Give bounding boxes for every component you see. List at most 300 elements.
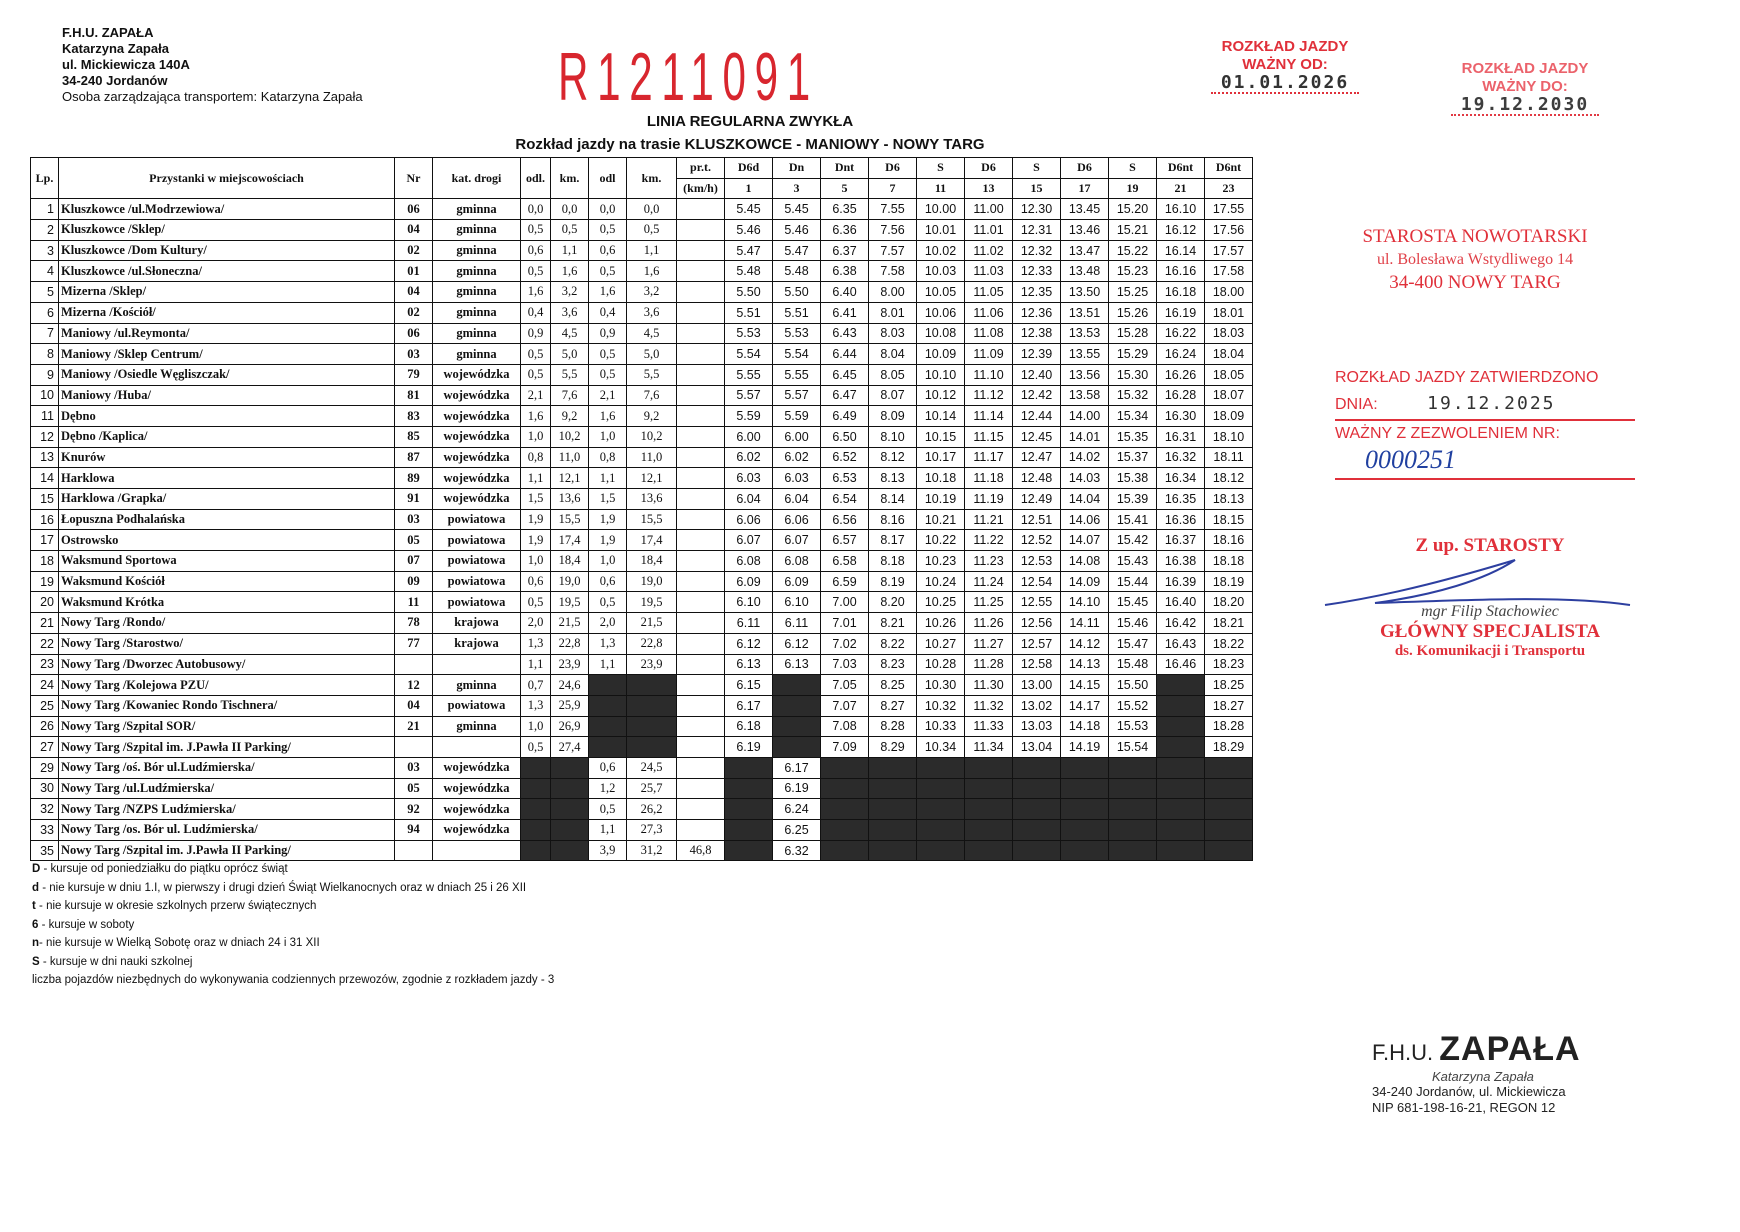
row-distance-1: 2,0 (521, 613, 551, 634)
row-time: 5.48 (773, 261, 821, 282)
row-time: 14.09 (1061, 571, 1109, 592)
row-time: 6.00 (725, 426, 773, 447)
row-time: 8.17 (869, 530, 917, 551)
row-time: 16.24 (1157, 344, 1205, 365)
row-time: 16.35 (1157, 489, 1205, 510)
row-time: 11.25 (965, 592, 1013, 613)
legend-note-key: S (32, 955, 40, 968)
row-time: 18.22 (1205, 633, 1253, 654)
table-row (31, 633, 1253, 654)
row-time: 6.07 (773, 530, 821, 551)
row-road-category: wojewódzka (433, 364, 521, 385)
row-time: 8.13 (869, 468, 917, 489)
row-lp: 2 (31, 220, 59, 241)
row-time: 6.59 (821, 571, 869, 592)
row-distance-2: 0,5 (589, 592, 627, 613)
row-time: 18.04 (1205, 344, 1253, 365)
row-time: 18.10 (1205, 426, 1253, 447)
row-stop-nr (395, 654, 433, 675)
row-time: 15.45 (1109, 592, 1157, 613)
row-time: 6.58 (821, 551, 869, 572)
row-time: 15.28 (1109, 323, 1157, 344)
row-time: 12.57 (1013, 633, 1061, 654)
row-time: 7.03 (821, 654, 869, 675)
row-time: 8.03 (869, 323, 917, 344)
course-number-21: 21 (1157, 178, 1205, 199)
row-lp: 19 (31, 571, 59, 592)
row-km-2: 13,6 (627, 489, 677, 510)
row-time: 16.38 (1157, 551, 1205, 572)
row-km-2: 0,5 (627, 220, 677, 241)
row-time: 6.18 (725, 716, 773, 737)
row-km-1: 10,2 (551, 426, 589, 447)
row-speed (677, 633, 725, 654)
row-time: 8.14 (869, 489, 917, 510)
row-time: 10.17 (917, 447, 965, 468)
approval-date-label: DNIA: (1335, 396, 1378, 413)
row-time: 16.39 (1157, 571, 1205, 592)
row-distance-1 (521, 820, 551, 841)
row-time: 5.59 (725, 406, 773, 427)
legend-note-text: - kursuje w dni nauki szkolnej (39, 955, 193, 968)
row-time: 8.01 (869, 302, 917, 323)
row-distance-1: 0,6 (521, 571, 551, 592)
row-time: 13.53 (1061, 323, 1109, 344)
row-distance-2 (589, 716, 627, 737)
row-km-2: 18,4 (627, 551, 677, 572)
row-time: 11.26 (965, 613, 1013, 634)
row-time: 12.49 (1013, 489, 1061, 510)
row-time: 15.37 (1109, 447, 1157, 468)
stamp-valid-to (1415, 60, 1635, 116)
row-time: 7.02 (821, 633, 869, 654)
col-km2: km. (627, 158, 677, 199)
col-prt: pr.t. (677, 158, 725, 179)
row-stop-nr: 78 (395, 613, 433, 634)
row-lp: 7 (31, 323, 59, 344)
row-time: 16.40 (1157, 592, 1205, 613)
row-time: 13.00 (1013, 675, 1061, 696)
row-time: 5.53 (725, 323, 773, 344)
row-distance-1: 0,5 (521, 592, 551, 613)
row-time: 5.47 (773, 240, 821, 261)
row-stop-name: Łopuszna Podhalańska (59, 509, 395, 530)
row-distance-2: 1,2 (589, 778, 627, 799)
row-time: 10.09 (917, 344, 965, 365)
row-time (1157, 737, 1205, 758)
row-km-1: 21,5 (551, 613, 589, 634)
course-code-7: D6 (869, 158, 917, 179)
row-distance-2: 0,4 (589, 302, 627, 323)
row-time: 12.55 (1013, 592, 1061, 613)
row-stop-name: Nowy Targ /Rondo/ (59, 613, 395, 634)
row-time: 18.29 (1205, 737, 1253, 758)
row-time: 18.03 (1205, 323, 1253, 344)
row-distance-2 (589, 675, 627, 696)
row-km-2 (627, 675, 677, 696)
row-km-1: 25,9 (551, 695, 589, 716)
col-lp: Lp. (31, 158, 59, 199)
row-lp: 23 (31, 654, 59, 675)
row-time: 14.00 (1061, 406, 1109, 427)
row-lp: 29 (31, 757, 59, 778)
row-time: 12.42 (1013, 385, 1061, 406)
row-time: 15.35 (1109, 426, 1157, 447)
table-row (31, 344, 1253, 365)
row-road-category (433, 737, 521, 758)
row-distance-1: 0,5 (521, 364, 551, 385)
timetable (30, 157, 1253, 861)
row-road-category: gminna (433, 199, 521, 220)
row-road-category: wojewódzka (433, 385, 521, 406)
row-lp: 1 (31, 199, 59, 220)
row-time: 18.16 (1205, 530, 1253, 551)
row-lp: 14 (31, 468, 59, 489)
legend-note-key: D (32, 863, 41, 875)
row-time: 5.46 (773, 220, 821, 241)
row-time: 14.12 (1061, 633, 1109, 654)
course-code-23: D6nt (1205, 158, 1253, 179)
row-distance-1: 1,5 (521, 489, 551, 510)
row-time: 6.25 (773, 820, 821, 841)
row-time (965, 820, 1013, 841)
row-time: 6.04 (773, 489, 821, 510)
row-km-1: 5,0 (551, 344, 589, 365)
row-distance-1 (521, 778, 551, 799)
row-time: 16.10 (1157, 199, 1205, 220)
row-time: 18.11 (1205, 447, 1253, 468)
row-stop-name: Nowy Targ /NZPS Ludźmierska/ (59, 799, 395, 820)
row-road-category: wojewódzka (433, 468, 521, 489)
row-time: 15.21 (1109, 220, 1157, 241)
row-road-category: wojewódzka (433, 406, 521, 427)
row-time: 16.46 (1157, 654, 1205, 675)
row-time: 7.08 (821, 716, 869, 737)
row-time: 7.09 (821, 737, 869, 758)
row-road-category: gminna (433, 220, 521, 241)
row-time: 14.10 (1061, 592, 1109, 613)
row-distance-2: 1,0 (589, 551, 627, 572)
row-time: 6.02 (773, 447, 821, 468)
row-time: 14.06 (1061, 509, 1109, 530)
row-time: 8.27 (869, 695, 917, 716)
row-time: 7.57 (869, 240, 917, 261)
row-lp: 20 (31, 592, 59, 613)
row-distance-2: 0,5 (589, 261, 627, 282)
row-lp: 27 (31, 737, 59, 758)
course-number-23: 23 (1205, 178, 1253, 199)
row-lp: 21 (31, 613, 59, 634)
row-road-category: gminna (433, 716, 521, 737)
row-time (1205, 799, 1253, 820)
row-time: 8.07 (869, 385, 917, 406)
row-time: 14.07 (1061, 530, 1109, 551)
row-road-category: powiatowa (433, 530, 521, 551)
row-time (869, 820, 917, 841)
stamp-valid-from-date: 01.01.2026 (1211, 74, 1359, 94)
row-time: 11.02 (965, 240, 1013, 261)
row-km-1: 1,1 (551, 240, 589, 261)
row-km-1: 17,4 (551, 530, 589, 551)
row-km-1: 23,9 (551, 654, 589, 675)
course-number-11: 11 (917, 178, 965, 199)
row-time: 5.48 (725, 261, 773, 282)
row-distance-2: 1,5 (589, 489, 627, 510)
approval-permit-number: 0000251 (1365, 445, 1456, 474)
row-time (725, 840, 773, 861)
row-stop-nr: 77 (395, 633, 433, 654)
signature-scribble (1315, 555, 1635, 615)
row-time: 10.06 (917, 302, 965, 323)
approval-line1: ROZKŁAD JAZDY ZATWIERDZONO (1335, 369, 1599, 386)
row-time (1109, 757, 1157, 778)
row-km-1: 26,9 (551, 716, 589, 737)
row-km-2: 21,5 (627, 613, 677, 634)
row-stop-name: Kluszkowce /ul.Słoneczna/ (59, 261, 395, 282)
row-distance-1: 1,0 (521, 716, 551, 737)
row-km-2: 9,2 (627, 406, 677, 427)
row-time: 18.18 (1205, 551, 1253, 572)
row-lp: 4 (31, 261, 59, 282)
row-time: 11.34 (965, 737, 1013, 758)
row-time: 14.08 (1061, 551, 1109, 572)
row-km-2: 7,6 (627, 385, 677, 406)
row-time: 12.54 (1013, 571, 1061, 592)
row-time (773, 716, 821, 737)
row-time: 6.32 (773, 840, 821, 861)
row-road-category: gminna (433, 261, 521, 282)
row-time: 10.27 (917, 633, 965, 654)
course-number-13: 13 (965, 178, 1013, 199)
row-time: 6.17 (773, 757, 821, 778)
row-time (725, 799, 773, 820)
row-time: 15.29 (1109, 344, 1157, 365)
row-km-2: 19,5 (627, 592, 677, 613)
row-time: 10.26 (917, 613, 965, 634)
row-time: 18.23 (1205, 654, 1253, 675)
row-time: 16.16 (1157, 261, 1205, 282)
row-speed (677, 489, 725, 510)
row-time: 8.23 (869, 654, 917, 675)
row-lp: 18 (31, 551, 59, 572)
course-code-5: Dnt (821, 158, 869, 179)
row-time: 16.26 (1157, 364, 1205, 385)
row-time: 15.26 (1109, 302, 1157, 323)
row-time: 11.21 (965, 509, 1013, 530)
row-km-2: 1,1 (627, 240, 677, 261)
table-row (31, 240, 1253, 261)
row-stop-name: Dębno /Kaplica/ (59, 426, 395, 447)
row-time: 12.40 (1013, 364, 1061, 385)
row-time (1061, 778, 1109, 799)
row-time: 8.09 (869, 406, 917, 427)
row-time: 10.03 (917, 261, 965, 282)
logo-nip: NIP 681-198-16-21, REGON 12 (1372, 1100, 1556, 1115)
row-time (725, 778, 773, 799)
row-stop-name: Nowy Targ /Kowaniec Rondo Tischnera/ (59, 695, 395, 716)
table-row (31, 426, 1253, 447)
row-km-2: 4,5 (627, 323, 677, 344)
approval-date-line (1335, 391, 1635, 421)
stamp-valid-to-date: 19.12.2030 (1451, 96, 1599, 116)
row-stop-nr: 89 (395, 468, 433, 489)
row-time: 6.54 (821, 489, 869, 510)
row-distance-1: 1,3 (521, 695, 551, 716)
row-time: 12.47 (1013, 447, 1061, 468)
row-distance-2: 1,0 (589, 426, 627, 447)
timetable-body (31, 199, 1253, 861)
legend-note (32, 916, 554, 935)
row-distance-1: 0,9 (521, 323, 551, 344)
row-stop-nr: 79 (395, 364, 433, 385)
header-row-codes (31, 158, 1253, 179)
row-time (1061, 840, 1109, 861)
course-number-7: 7 (869, 178, 917, 199)
row-stop-nr: 07 (395, 551, 433, 572)
row-distance-2: 1,9 (589, 509, 627, 530)
row-time: 10.00 (917, 199, 965, 220)
row-distance-2: 0,6 (589, 240, 627, 261)
row-distance-1: 2,1 (521, 385, 551, 406)
route-title: Rozkład jazdy na trasie KLUSZKOWCE - MANIOWY - NOWY TARG (515, 136, 985, 153)
row-distance-1: 1,0 (521, 426, 551, 447)
row-time: 15.39 (1109, 489, 1157, 510)
row-time: 12.52 (1013, 530, 1061, 551)
row-time: 11.05 (965, 282, 1013, 303)
row-km-2: 0,0 (627, 199, 677, 220)
course-code-3: Dn (773, 158, 821, 179)
table-row (31, 468, 1253, 489)
row-distance-2: 1,1 (589, 654, 627, 675)
row-speed (677, 551, 725, 572)
legend-note (32, 860, 554, 879)
row-time: 12.36 (1013, 302, 1061, 323)
row-time: 8.12 (869, 447, 917, 468)
row-time: 6.38 (821, 261, 869, 282)
row-distance-1: 1,1 (521, 654, 551, 675)
row-lp: 11 (31, 406, 59, 427)
row-stop-name: Nowy Targ /Szpital im. J.Pawła II Parking/ (59, 737, 395, 758)
row-km-2: 5,0 (627, 344, 677, 365)
table-row (31, 737, 1253, 758)
row-time: 11.06 (965, 302, 1013, 323)
row-time: 13.55 (1061, 344, 1109, 365)
table-row (31, 385, 1253, 406)
row-km-1: 19,5 (551, 592, 589, 613)
table-row (31, 675, 1253, 696)
row-time (821, 840, 869, 861)
row-time: 11.12 (965, 385, 1013, 406)
row-time: 8.04 (869, 344, 917, 365)
row-time: 18.28 (1205, 716, 1253, 737)
table-row (31, 799, 1253, 820)
row-stop-nr: 21 (395, 716, 433, 737)
row-distance-2 (589, 695, 627, 716)
col-odl2: odl (589, 158, 627, 199)
row-time: 6.19 (725, 737, 773, 758)
row-time (1205, 840, 1253, 861)
col-stop: Przystanki w miejscowościach (59, 158, 395, 199)
row-km-1: 19,0 (551, 571, 589, 592)
row-time: 11.18 (965, 468, 1013, 489)
row-stop-name: Waksmund Sportowa (59, 551, 395, 572)
course-code-21: D6nt (1157, 158, 1205, 179)
logo-sub: Katarzyna Zapała (1432, 1069, 1534, 1084)
row-speed (677, 675, 725, 696)
row-time: 17.55 (1205, 199, 1253, 220)
row-time: 15.50 (1109, 675, 1157, 696)
table-row (31, 551, 1253, 572)
row-stop-name: Waksmund Krótka (59, 592, 395, 613)
row-time: 14.15 (1061, 675, 1109, 696)
row-time: 11.00 (965, 199, 1013, 220)
row-km-1 (551, 799, 589, 820)
row-stop-nr: 94 (395, 820, 433, 841)
row-time: 10.34 (917, 737, 965, 758)
row-stop-name: Nowy Targ /oś. Bór ul.Ludźmierska/ (59, 757, 395, 778)
row-speed (677, 695, 725, 716)
row-time: 15.38 (1109, 468, 1157, 489)
col-km1: km. (551, 158, 589, 199)
row-time: 10.23 (917, 551, 965, 572)
row-speed (677, 799, 725, 820)
row-distance-1: 1,6 (521, 406, 551, 427)
row-time: 11.08 (965, 323, 1013, 344)
course-code-19: S (1109, 158, 1157, 179)
row-km-1: 9,2 (551, 406, 589, 427)
row-time: 16.19 (1157, 302, 1205, 323)
row-time: 12.32 (1013, 240, 1061, 261)
row-time: 18.25 (1205, 675, 1253, 696)
legend-note (32, 934, 554, 953)
row-time (917, 840, 965, 861)
row-stop-name: Nowy Targ /os. Bór ul. Ludźmierska/ (59, 820, 395, 841)
row-time (965, 778, 1013, 799)
row-time: 6.17 (725, 695, 773, 716)
course-number-15: 15 (1013, 178, 1061, 199)
row-time: 5.54 (773, 344, 821, 365)
row-time: 11.22 (965, 530, 1013, 551)
row-time: 17.56 (1205, 220, 1253, 241)
legend-note-key: n (32, 937, 40, 949)
row-distance-1: 0,5 (521, 344, 551, 365)
row-distance-2: 2,0 (589, 613, 627, 634)
row-km-1: 27,4 (551, 737, 589, 758)
transport-manager: Osoba zarządzająca transportem: Katarzyna Zapała (62, 89, 363, 104)
row-speed (677, 385, 725, 406)
legend-note-text: - nie kursuje w okresie szkolnych przerw świątecznych (35, 900, 317, 912)
row-time: 13.58 (1061, 385, 1109, 406)
row-time: 13.50 (1061, 282, 1109, 303)
row-time: 14.02 (1061, 447, 1109, 468)
row-time: 6.53 (821, 468, 869, 489)
row-lp: 33 (31, 820, 59, 841)
row-time: 15.32 (1109, 385, 1157, 406)
row-distance-2: 0,6 (589, 757, 627, 778)
row-time: 13.47 (1061, 240, 1109, 261)
course-code-13: D6 (965, 158, 1013, 179)
row-time: 12.35 (1013, 282, 1061, 303)
row-km-1: 11,0 (551, 447, 589, 468)
row-stop-nr: 01 (395, 261, 433, 282)
row-km-1: 22,8 (551, 633, 589, 654)
row-km-2: 5,5 (627, 364, 677, 385)
row-lp: 25 (31, 695, 59, 716)
row-lp: 8 (31, 344, 59, 365)
row-time: 15.30 (1109, 364, 1157, 385)
row-time: 6.08 (773, 551, 821, 572)
row-time: 6.03 (725, 468, 773, 489)
